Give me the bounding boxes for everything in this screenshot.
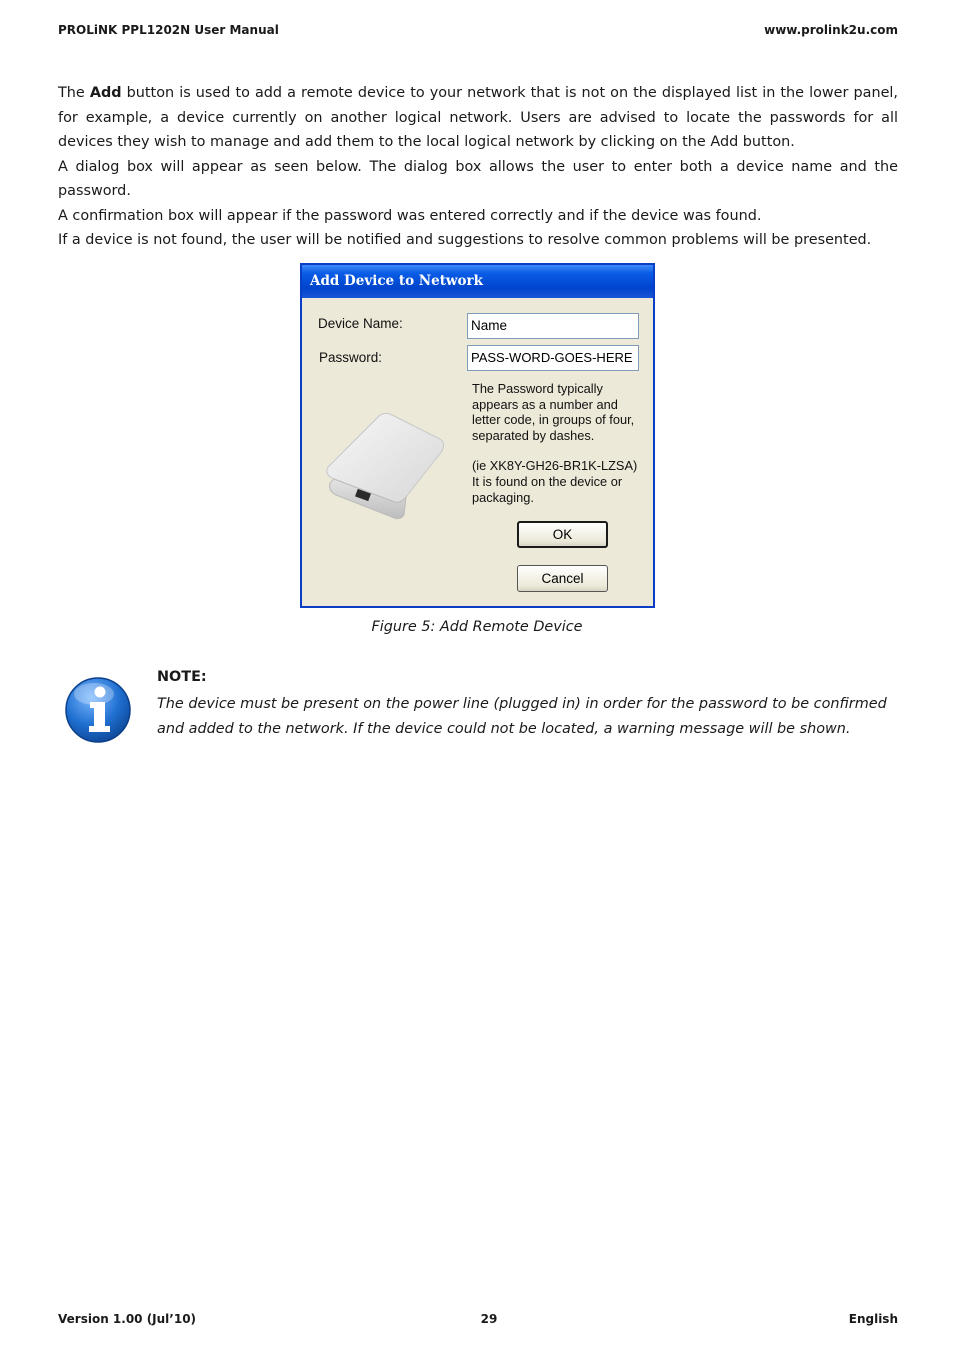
cancel-button[interactable]: Cancel xyxy=(517,565,608,592)
note-title: NOTE: xyxy=(157,669,207,685)
page-number: 29 xyxy=(480,1312,498,1326)
password-label: Password: xyxy=(319,350,383,365)
add-device-dialog xyxy=(300,263,655,608)
device-name-label: Device Name: xyxy=(318,316,403,331)
paragraph-not-found: If a device is not found, the user will be notified and suggestions to resolve common problems will be presented. xyxy=(58,232,872,248)
website-link[interactable]: www.prolink2u.com xyxy=(764,23,898,37)
paragraph-dialog: A dialog box will appear as seen below. The dialog box allows the user to enter both a device name and the password. xyxy=(58,158,898,199)
manual-title: PROLiNK PPL1202N User Manual xyxy=(58,23,279,37)
page-footer xyxy=(58,1312,898,1330)
add-keyword: Add xyxy=(89,85,122,101)
body-text xyxy=(58,81,898,253)
version-label: Version 1.00 (Jul’10) xyxy=(58,1312,197,1326)
page-header xyxy=(58,23,898,41)
device-name-input[interactable]: Name xyxy=(467,313,639,339)
paragraph-confirmation: A confirmation box will appear if the password was entered correctly and if the device was found. xyxy=(58,207,762,224)
password-input[interactable]: PASS-WORD-GOES-HERE xyxy=(467,345,639,371)
figure-caption: Figure 5: Add Remote Device xyxy=(371,619,583,635)
language-label: English xyxy=(848,1312,898,1326)
ok-button[interactable]: OK xyxy=(517,521,608,548)
powerline-adapter-icon xyxy=(320,405,450,525)
note-text: The device must be present on the power line (plugged in) in order for the password to be confirmed and added to the network. If the device could not be located, a warning message will be shown. xyxy=(157,696,887,737)
password-help-text: The Password typically appears as a number and letter code, in groups of four, separated by dashes. (ie XK8Y-GH26-BR1K-LZSA) It is found on the device or packaging. xyxy=(472,381,638,505)
info-icon xyxy=(64,676,132,744)
paragraph-add-button: The Add button is used to add a remote device to your network that is not on the displayed list in the lower panel, for example, a device currently on another logical network. Users are advised to locate the passwords for all devices they wish to manage and add them to the local logical network by clicking on the Add button. xyxy=(58,85,898,150)
dialog-titlebar[interactable]: Add Device to Network xyxy=(302,265,653,298)
